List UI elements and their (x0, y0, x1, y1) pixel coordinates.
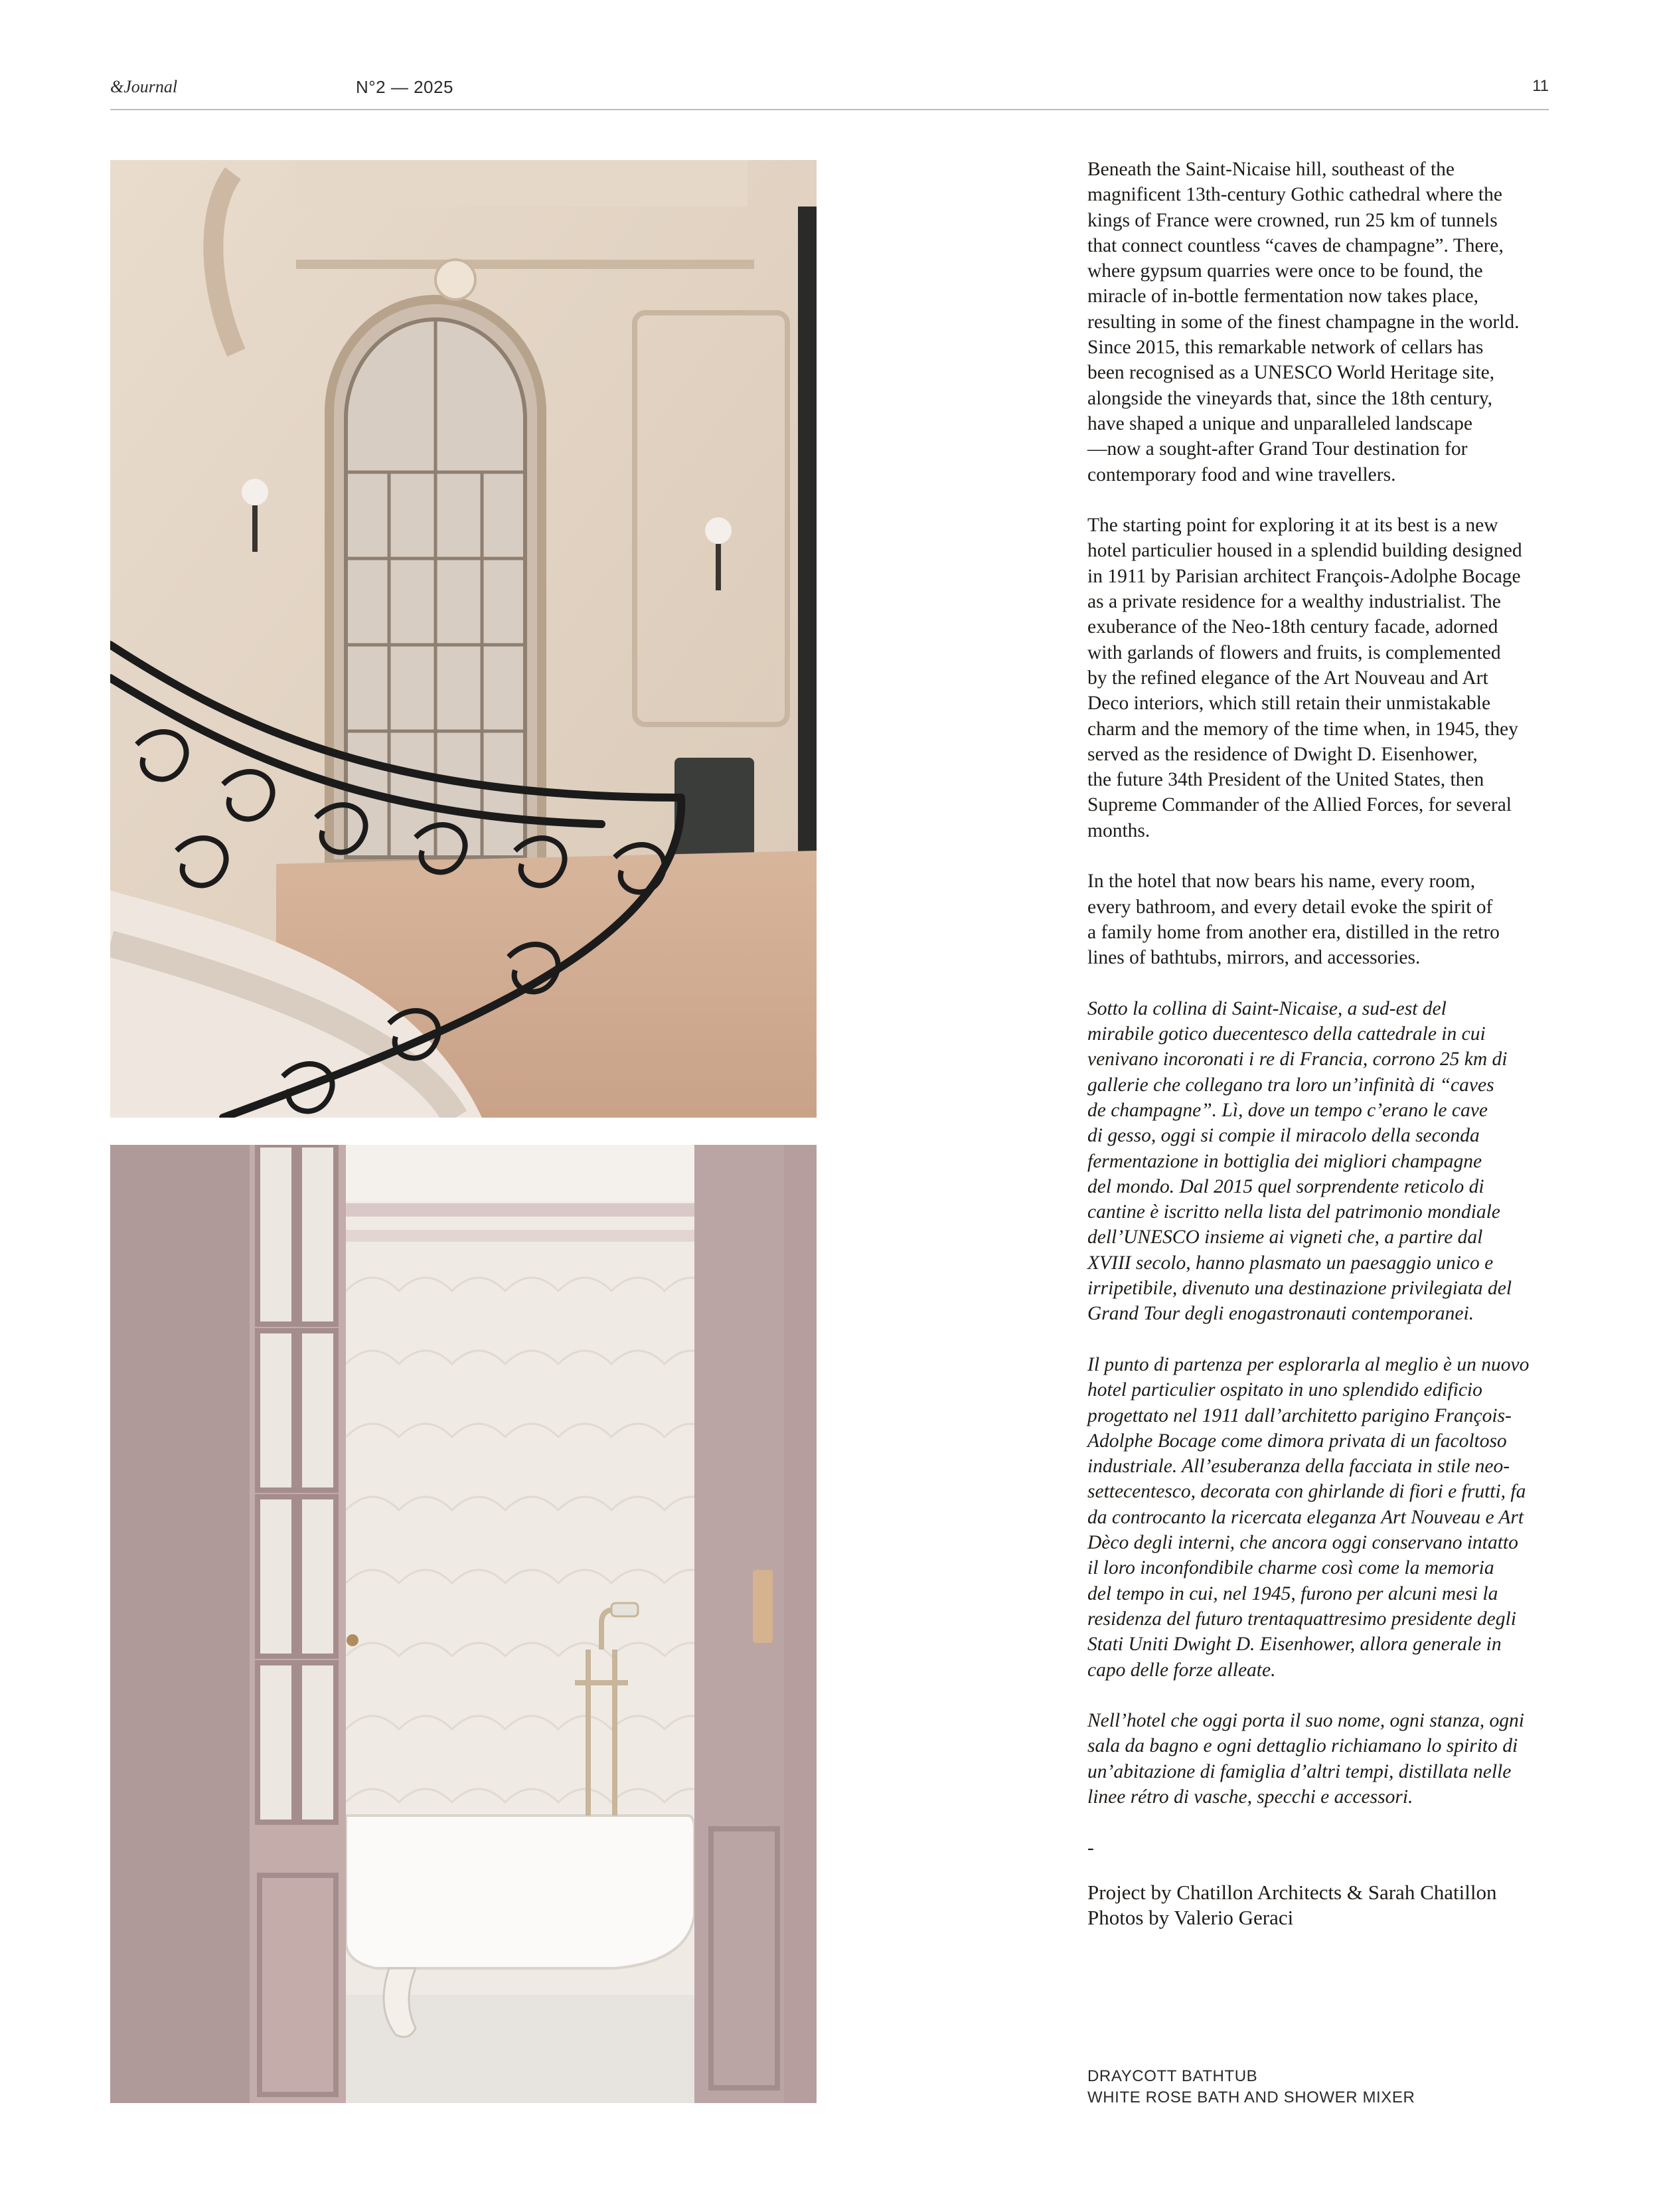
staircase-photo (110, 160, 817, 1118)
running-header (110, 72, 1549, 110)
paragraph-it-2: Il punto di partenza per esplorarla al meglio è un nuovo hotel particulier ospitato in uno splendido edificio progettato nel 1911 dall’architetto parigino François- Adolphe Bocage come dimora privata di un facoltoso industriale. All’esuberanza della facciata in stile neo- settecentesco, decorata con ghirlande di fiori e frutti, fa da controcanto la ricercata eleganza Art Nouveau e Art Dèco degli interni, che ancora oggi conservano intatto il loro inconfondibile charme così come la memoria del tempo in cui, nel 1945, furono per alcuni mesi la residenza del futuro trentaquattresimo presidente degli Stati Uniti Dwight D. Eisenhower, allora generale in capo delle forze alleate. (1087, 1353, 1530, 1681)
article-body (1087, 157, 1552, 1886)
page-number: 11 (1532, 77, 1549, 95)
paragraph-it-3: Nell’hotel che oggi porta il suo nome, ogni stanza, ogni sala da bagno e ogni dettaglio richiamano lo spirito di un’abitazione di famiglia d’altri tempi, distillata nelle linee rétro di vasche, specchi e accessori. (1087, 1710, 1524, 1808)
product-caption: DRAYCOTT BATHTUB (1087, 2067, 1258, 2085)
credits: Project by Chatillon Architects & Sarah Chatillon Photos by Valerio Geraci (1087, 1881, 1497, 1929)
issue-number: N°2 — 2025 (356, 77, 453, 97)
product-caption: WHITE ROSE BATH AND SHOWER MIXER (1087, 2088, 1415, 2106)
paragraph-it-1: Sotto la collina di Saint-Nicaise, a sud-est del mirabile gotico duecentesco della cattedrale in cui venivano incoronati i re di Francia, corrono 25 km di gallerie che collegano tra loro un’infinità di “caves de champagne”. Lì, dove un tempo c’erano le cave di gesso, oggi si compie il miracolo della seconda fermentazione in bottiglia dei migliori champagne del mondo. Dal 2015 quel sorprendente reticolo di cantine è iscritto nella lista del patrimonio mondiale dell’UNESCO insieme ai vigneti che, a partire dal XVIII secolo, hanno plasmato un paesaggio unico e irripetibile, divenuto una destinazione privilegiata del Grand Tour degli enogastronauti contemporanei. (1087, 997, 1512, 1325)
product-captions (1087, 2066, 1415, 2108)
journal-name: &Journal (110, 77, 178, 96)
paragraph-en-3: In the hotel that now bears his name, every room, every bathroom, and every detail evoke the spirit of a family home from another era, distilled in the retro lines of bathtubs, mirrors, and accessories. (1087, 871, 1500, 969)
paragraph-en-1: Beneath the Saint-Nicaise hill, southeast of the magnificent 13th-century Gothic cathedral where the kings of France were crowned, run 25 km of tunnels that connect countless “caves de champagne”. There, where gypsum quarries were once to be found, the miracle of in-bottle fermentation now takes place, resulting in some of the finest champagne in the world. Since 2015, this remarkable network of cellars has been recognised as a UNESCO World Heritage site, alongside the vineyards that, since the 18th century, have shaped a unique and unparalleled landscape —now a sought-after Grand Tour destination for contemporary food and wine travellers. (1087, 159, 1520, 485)
paragraph-en-2: The starting point for exploring it at its best is a new hotel particulier housed in a splendid building designed in 1911 by Parisian architect François-Adolphe Bocage as a private residence for a wealthy industrialist. The exuberance of the Neo-18th century facade, adorned with garlands of flowers and fruits, is complemented by the refined elegance of the Art Nouveau and Art Deco interiors, which still retain their unmistakable charm and the memory of the time when, in 1945, they served as the residence of Dwight D. Eisenhower, the future 34th President of the United States, then Supreme Commander of the Allied Forces, for several months. (1087, 515, 1522, 841)
separator-dash: - (1087, 1837, 1094, 1859)
bathroom-photo (110, 1145, 817, 2103)
